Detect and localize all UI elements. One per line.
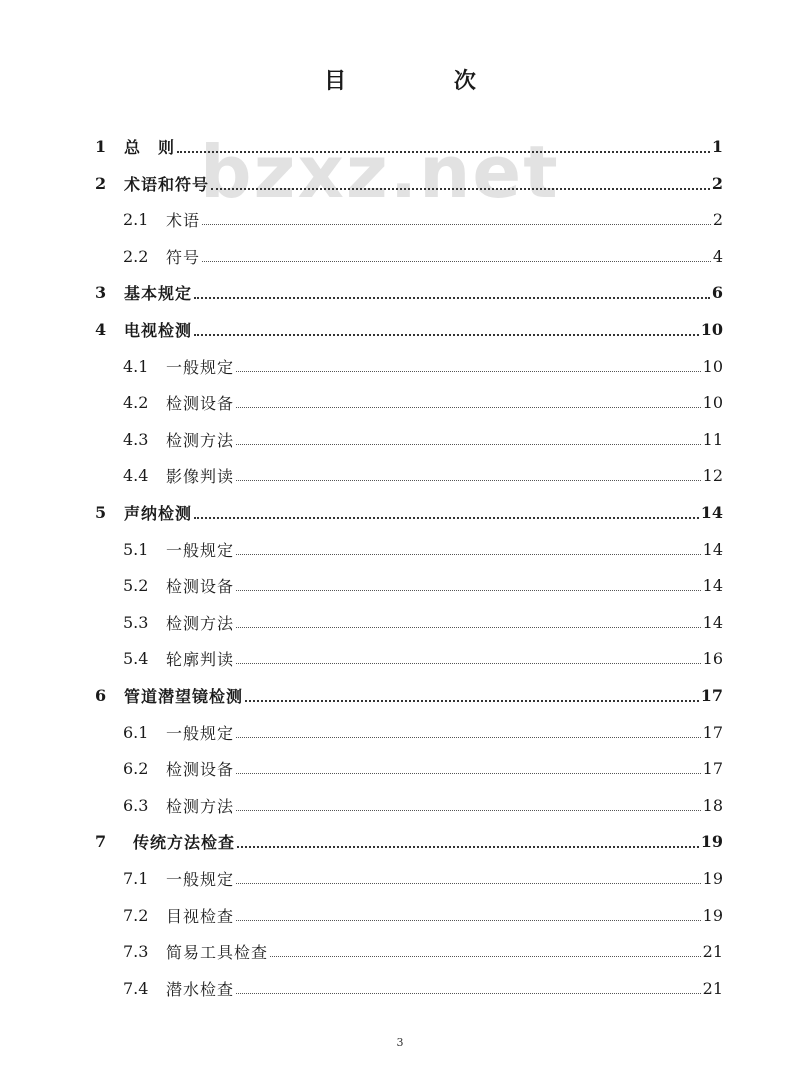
toc-entry-number: 5.1 (123, 539, 149, 559)
toc-entry-number: 4.2 (123, 392, 149, 412)
dot-leader (236, 809, 701, 811)
toc-entry-title: 检测设备 (166, 576, 235, 596)
toc-entry-title: 简易工具检查 (166, 942, 269, 962)
toc-section-entry[interactable] (123, 238, 723, 274)
toc-entry-number: 7 (95, 831, 107, 851)
toc-entry-number: 4 (95, 319, 107, 339)
toc-entry-title: 潜水检查 (166, 979, 235, 999)
toc-entry-page: 14 (702, 575, 723, 595)
page-title: 目 次 (324, 68, 526, 94)
dot-leader (236, 406, 701, 408)
toc-entry-number: 2.2 (123, 246, 149, 266)
toc-entry-title: 术语和符号 (124, 174, 210, 194)
toc-entry-title: 一般规定 (166, 540, 235, 560)
toc-chapter-entry[interactable] (95, 128, 723, 164)
toc-entry-number: 4.4 (123, 465, 149, 485)
toc-entry-title: 基本规定 (124, 283, 193, 303)
toc-entry-page: 1 (711, 136, 723, 156)
dot-leader (236, 992, 701, 994)
dot-leader (236, 443, 701, 445)
toc-chapter-entry[interactable] (95, 494, 723, 530)
toc-entry-number: 5 (95, 502, 107, 522)
toc-section-entry[interactable] (123, 201, 723, 237)
toc-entry-page: 4 (712, 246, 723, 266)
dot-leader (236, 370, 701, 372)
toc-section-entry[interactable] (123, 860, 723, 896)
toc-section-entry[interactable] (123, 787, 723, 823)
toc-section-entry[interactable] (123, 567, 723, 603)
toc-section-entry[interactable] (123, 750, 723, 786)
page-number: 3 (396, 1036, 404, 1049)
toc-entry-number: 2 (95, 173, 107, 193)
toc-entry-number: 7.4 (123, 978, 149, 998)
toc-section-entry[interactable] (123, 421, 723, 457)
dot-leader (194, 332, 699, 336)
toc-entry-title: 声纳检测 (124, 503, 193, 523)
dot-leader (194, 295, 710, 299)
toc-chapter-entry[interactable] (95, 165, 723, 201)
toc-entry-title: 检测设备 (166, 759, 235, 779)
toc-entry-number: 2.1 (123, 209, 149, 229)
toc-entry-number: 7.2 (123, 905, 149, 925)
dot-leader (202, 260, 711, 262)
toc-entry-title: 轮廓判读 (166, 649, 235, 669)
toc-entry-number: 5.4 (123, 648, 149, 668)
toc-entry-number: 7.1 (123, 868, 149, 888)
toc-entry-page: 17 (702, 758, 723, 778)
toc-entry-title: 一般规定 (166, 723, 235, 743)
toc-entry-page: 17 (700, 685, 723, 705)
toc-entry-page: 2 (711, 173, 723, 193)
toc-entry-page: 6 (711, 282, 723, 302)
watermark: bzxz.net (200, 130, 560, 214)
toc-entry-title: 一般规定 (166, 869, 235, 889)
toc-entry-number: 6.2 (123, 758, 149, 778)
toc-section-entry[interactable] (123, 897, 723, 933)
toc-entry-title: 电视检测 (124, 320, 193, 340)
dot-leader (236, 479, 701, 481)
toc-section-entry[interactable] (123, 531, 723, 567)
toc-entry-number: 6.1 (123, 722, 149, 742)
toc-entry-page: 11 (702, 429, 723, 449)
toc-entry-number: 3 (95, 282, 107, 302)
toc-section-entry[interactable] (123, 640, 723, 676)
toc-entry-number: 7.3 (123, 941, 149, 961)
toc-entry-page: 21 (702, 978, 723, 998)
dot-leader (237, 844, 699, 848)
toc-entry-page: 12 (702, 465, 723, 485)
toc-section-entry[interactable] (123, 384, 723, 420)
toc-entry-page: 10 (702, 356, 723, 376)
toc-entry-title: 管道潜望镜检测 (124, 686, 244, 706)
toc-entry-title: 术语 (166, 210, 201, 230)
toc-entry-page: 10 (702, 392, 723, 412)
toc-entry-page: 2 (712, 209, 723, 229)
toc-section-entry[interactable] (123, 457, 723, 493)
dot-leader (236, 882, 701, 884)
toc-entry-page: 18 (702, 795, 723, 815)
toc-entry-title: 符号 (166, 247, 201, 267)
toc-chapter-entry[interactable] (95, 311, 723, 347)
dot-leader (202, 223, 711, 225)
toc-entry-title: 目视检查 (166, 906, 235, 926)
toc-entry-number: 5.3 (123, 612, 149, 632)
toc-entry-page: 19 (702, 905, 723, 925)
dot-leader (245, 698, 699, 702)
toc-entry-number: 6.3 (123, 795, 149, 815)
toc-entry-title: 总 则 (124, 137, 176, 157)
toc-entry-title: 检测方法 (166, 796, 235, 816)
toc-section-entry[interactable] (123, 970, 723, 1006)
toc-entry-number: 6 (95, 685, 107, 705)
toc-entry-title: 检测方法 (166, 430, 235, 450)
toc-section-entry[interactable] (123, 348, 723, 384)
dot-leader (177, 149, 710, 153)
toc-entry-page: 17 (702, 722, 723, 742)
dot-leader (236, 662, 701, 664)
toc-entry-number: 5.2 (123, 575, 149, 595)
toc-entry-title: 一般规定 (166, 357, 235, 377)
toc-entry-page: 19 (702, 868, 723, 888)
toc-entry-title: 影像判读 (166, 466, 235, 486)
toc-section-entry[interactable] (123, 933, 723, 969)
toc-entry-page: 14 (700, 502, 723, 522)
toc-entry-page: 10 (700, 319, 723, 339)
toc-entry-title: 传统方法检查 (133, 832, 236, 852)
toc-entry-page: 21 (702, 941, 723, 961)
dot-leader (236, 589, 701, 591)
toc-section-entry[interactable] (123, 714, 723, 750)
toc-entry-title: 检测方法 (166, 613, 235, 633)
dot-leader (236, 772, 701, 774)
dot-leader (236, 553, 701, 555)
dot-leader (236, 736, 701, 738)
toc-entry-page: 19 (700, 831, 723, 851)
toc-entry-page: 16 (702, 648, 723, 668)
dot-leader (236, 919, 701, 921)
dot-leader (270, 955, 701, 957)
toc-entry-page: 14 (702, 612, 723, 632)
toc-chapter-entry[interactable] (95, 274, 723, 310)
toc-chapter-entry[interactable] (95, 823, 723, 859)
toc-entry-title: 检测设备 (166, 393, 235, 413)
toc-entry-number: 1 (95, 136, 107, 156)
dot-leader (211, 186, 710, 190)
dot-leader (194, 515, 699, 519)
dot-leader (236, 626, 701, 628)
toc-entry-number: 4.1 (123, 356, 149, 376)
toc-entry-page: 14 (702, 539, 723, 559)
toc-entry-number: 4.3 (123, 429, 149, 449)
toc-section-entry[interactable] (123, 604, 723, 640)
toc-chapter-entry[interactable] (95, 677, 723, 713)
